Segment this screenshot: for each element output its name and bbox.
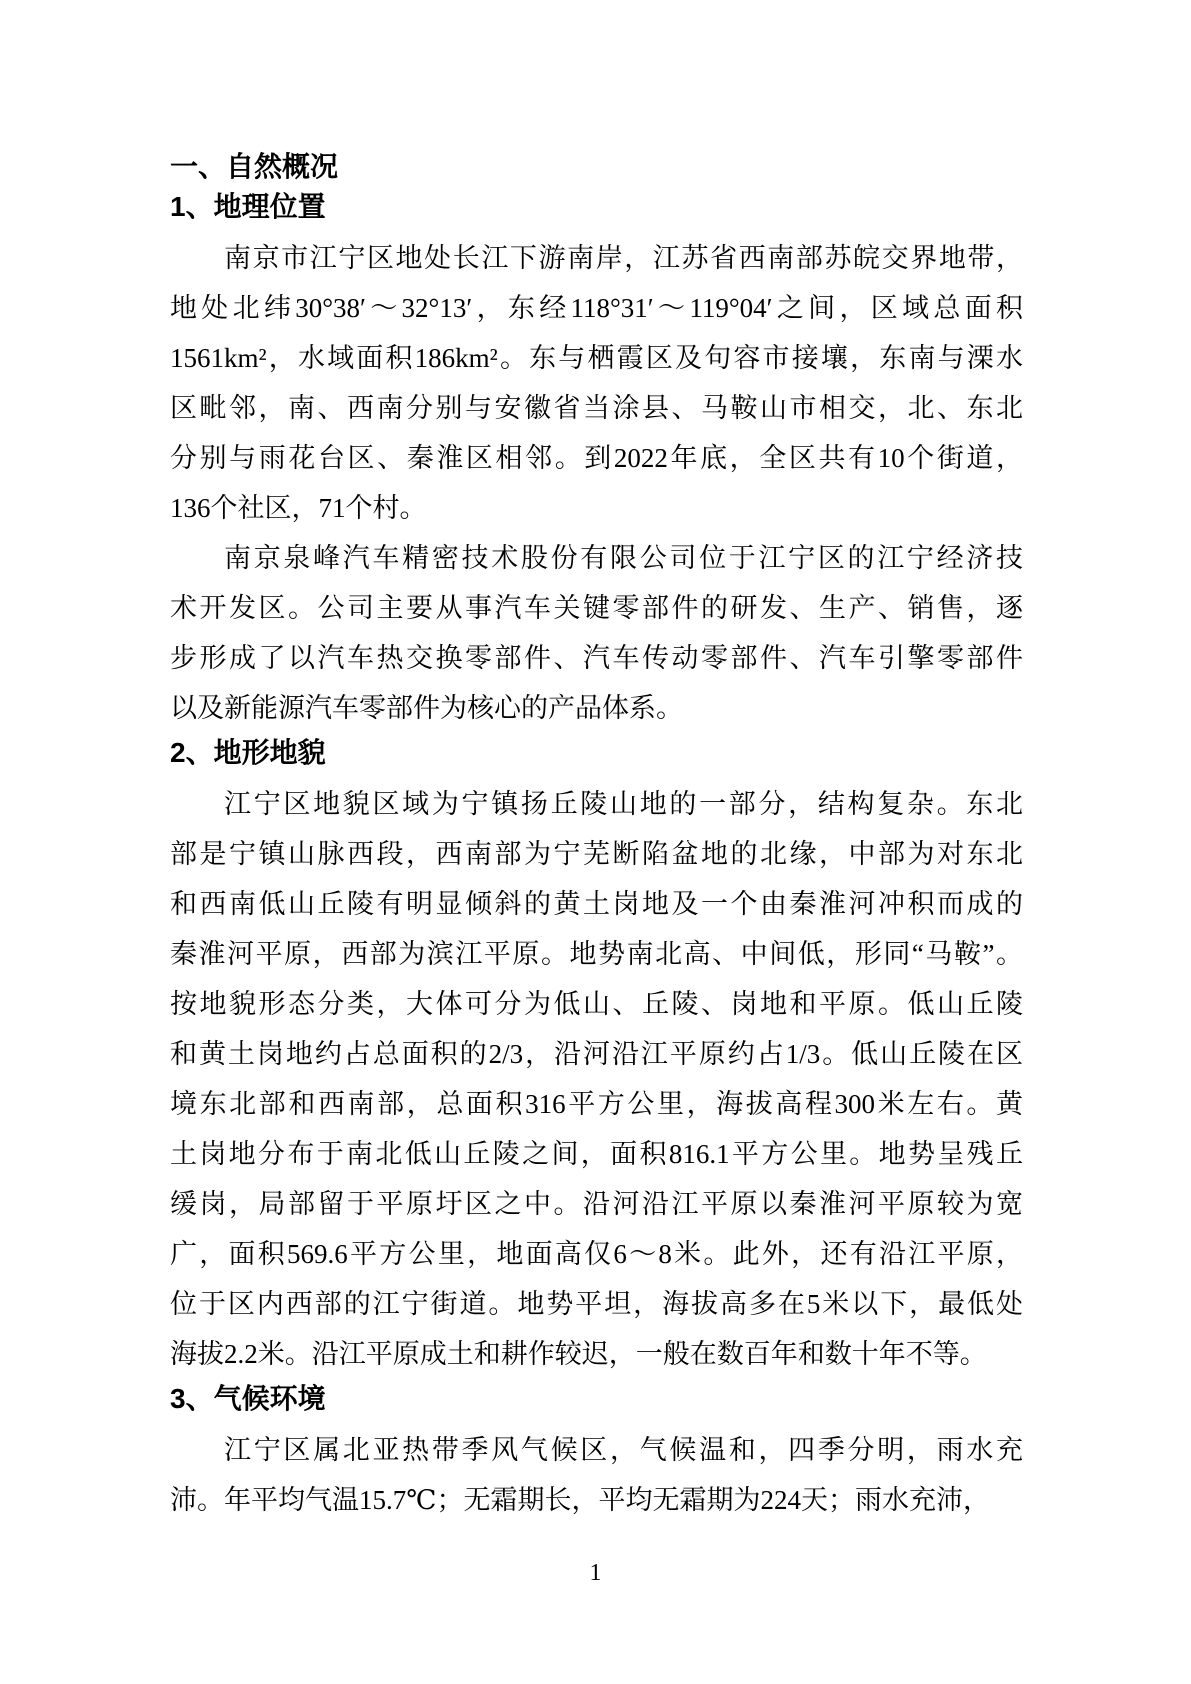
page-number: 1: [589, 1560, 602, 1586]
text-line: 南京市江宁区地处长江下游南岸，江苏省西南部苏皖交界地带，: [224, 243, 1023, 273]
text-line: 步形成了以汽车热交换零部件、汽车传动零部件、汽车引擎零部件: [170, 643, 1023, 673]
text-line: 江宁区属北亚热带季风气候区，气候温和，四季分明，雨水充: [224, 1435, 1023, 1465]
text-line: 分别与雨花台区、秦淮区相邻。到2022年底，全区共有10个街道，: [170, 443, 1023, 473]
text-line: 缓岗，局部留于平原圩区之中。沿河沿江平原以秦淮河平原较为宽: [170, 1189, 1023, 1219]
body-paragraph: [170, 233, 1023, 533]
text-line: 1561km²，水域面积186km²。东与栖霞区及句容市接壤，东南与溧水: [170, 343, 1023, 373]
section-heading: 一、自然概况: [170, 151, 339, 182]
text-line: 海拔2.2米。沿江平原成土和耕作较迟，一般在数百年和数十年不等。: [170, 1339, 987, 1369]
text-line: 沛。年平均气温15.7℃；无霜期长，平均无霜期为224天；雨水充沛，: [170, 1485, 990, 1515]
body-paragraph: [170, 779, 1023, 1379]
section-heading: 1、地理位置: [170, 191, 326, 222]
body-paragraph: [170, 1425, 1023, 1525]
body-paragraph: [170, 533, 1023, 733]
text-line: 江宁区地貌区域为宁镇扬丘陵山地的一部分，结构复杂。东北: [224, 789, 1023, 819]
text-line: 广，面积569.6平方公里，地面高仅6～8米。此外，还有沿江平原，: [170, 1239, 1023, 1269]
text-line: 术开发区。公司主要从事汽车关键零部件的研发、生产、销售，逐: [170, 593, 1023, 623]
text-line: 部是宁镇山脉西段，西南部为宁芜断陷盆地的北缘，中部为对东北: [170, 839, 1023, 869]
text-line: 南京泉峰汽车精密技术股份有限公司位于江宁区的江宁经济技: [224, 543, 1023, 573]
text-line: 区毗邻，南、西南分别与安徽省当涂县、马鞍山市相交，北、东北: [170, 393, 1023, 423]
text-line: 位于区内西部的江宁街道。地势平坦，海拔高多在5米以下，最低处: [170, 1289, 1023, 1319]
text-line: 以及新能源汽车零部件为核心的产品体系。: [170, 693, 683, 723]
text-line: 秦淮河平原，西部为滨江平原。地势南北高、中间低，形同“马鞍”。: [170, 939, 1023, 969]
text-line: 按地貌形态分类，大体可分为低山、丘陵、岗地和平原。低山丘陵: [170, 989, 1023, 1019]
text-line: 境东北部和西南部，总面积316平方公里，海拔高程300米左右。黄: [170, 1089, 1023, 1119]
text-line: 和黄土岗地约占总面积的2/3，沿河沿江平原约占1/3。低山丘陵在区: [170, 1039, 1023, 1069]
section-heading: 2、地形地貌: [170, 737, 326, 768]
section-heading: 3、气候环境: [170, 1383, 326, 1414]
text-line: 土岗地分布于南北低山丘陵之间，面积816.1平方公里。地势呈残丘: [170, 1139, 1023, 1169]
text-line: 和西南低山丘陵有明显倾斜的黄土岗地及一个由秦淮河冲积而成的: [170, 889, 1023, 919]
document-body: [170, 147, 1023, 1525]
text-line: 136个社区，71个村。: [170, 493, 427, 523]
text-line: 地处北纬30°38′～32°13′，东经118°31′～119°04′之间，区域总面积: [170, 293, 1023, 323]
